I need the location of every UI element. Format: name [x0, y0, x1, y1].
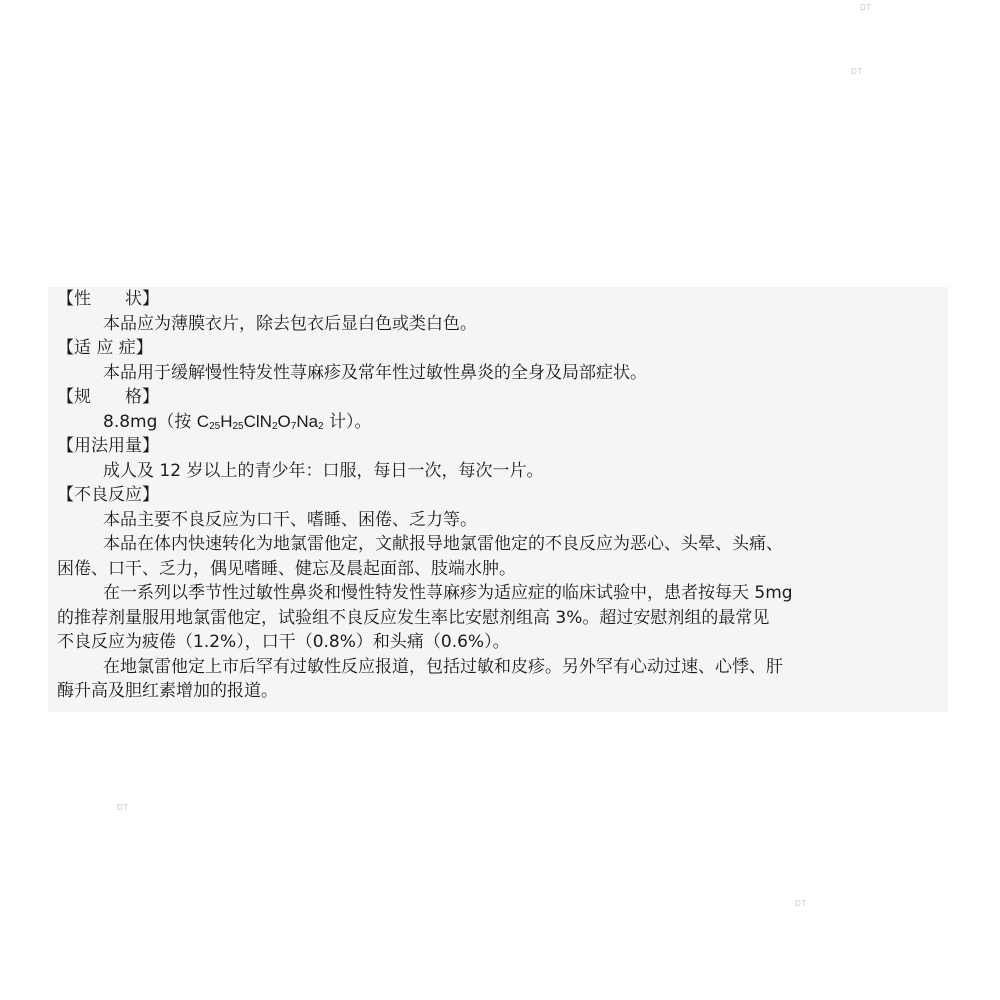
- adverse-paragraph-3-line-2: 的推荐剂量服用地氯雷他定，试验组不良反应发生率比安慰剂组高 3%。超过安慰剂组的最常见: [57, 607, 770, 628]
- section-title-properties: 【性 状】: [57, 289, 159, 309]
- watermark: DT: [117, 803, 129, 812]
- adverse-paragraph-4-line-2: 酶升高及胆红素增加的报道。: [57, 681, 278, 701]
- drug-leaflet-text: [57, 287, 937, 704]
- section-title-adverse-reactions: 【不良反应】: [57, 485, 159, 505]
- adverse-paragraph-3-line-3: 不良反应为疲倦（1.2%），口干（0.8%）和头痛（0.6%）。: [57, 632, 510, 652]
- section-title-indications: 【适 应 症】: [57, 338, 153, 358]
- specification-suffix: 计）。: [323, 411, 372, 432]
- adverse-paragraph-4-line-1: 在地氯雷他定上市后罕有过敏性反应报道，包括过敏和皮疹。另外罕有心动过速、心悸、肝: [103, 656, 783, 677]
- chemical-formula: $C_{25}H_{25}ClN_2O_7Na_2$: [196, 411, 324, 432]
- indications-text: 本品用于缓解慢性特发性荨麻疹及常年性过敏性鼻炎的全身及局部症状。: [103, 362, 647, 383]
- properties-text: 本品应为薄膜衣片，除去包衣后显白色或类白色。: [103, 313, 477, 334]
- adverse-paragraph-2-line-1: 本品在体内快速转化为地氯雷他定，文献报导地氯雷他定的不良反应为恶心、头晕、头痛、: [103, 534, 783, 554]
- watermark: DT: [795, 899, 807, 908]
- adverse-paragraph-2-line-2: 困倦、口干、乏力，偶见嗜睡、健忘及晨起面部、肢端水肿。: [57, 558, 516, 579]
- section-title-dosage: 【用法用量】: [57, 436, 159, 456]
- watermark: DT: [851, 67, 863, 76]
- section-title-specification: 【规 格】: [57, 387, 159, 407]
- adverse-paragraph-1: 本品主要不良反应为口干、嗜睡、困倦、乏力等。: [103, 509, 477, 530]
- adverse-paragraph-3-line-1: 在一系列以季节性过敏性鼻炎和慢性特发性荨麻疹为适应症的临床试验中，患者按每天 5mg: [103, 583, 793, 603]
- specification-prefix: 8.8mg（按: [103, 411, 197, 432]
- watermark: DT: [860, 3, 872, 12]
- specification-text: [57, 410, 937, 435]
- dosage-text: 成人及 12 岁以上的青少年：口服，每日一次，每次一片。: [103, 460, 544, 481]
